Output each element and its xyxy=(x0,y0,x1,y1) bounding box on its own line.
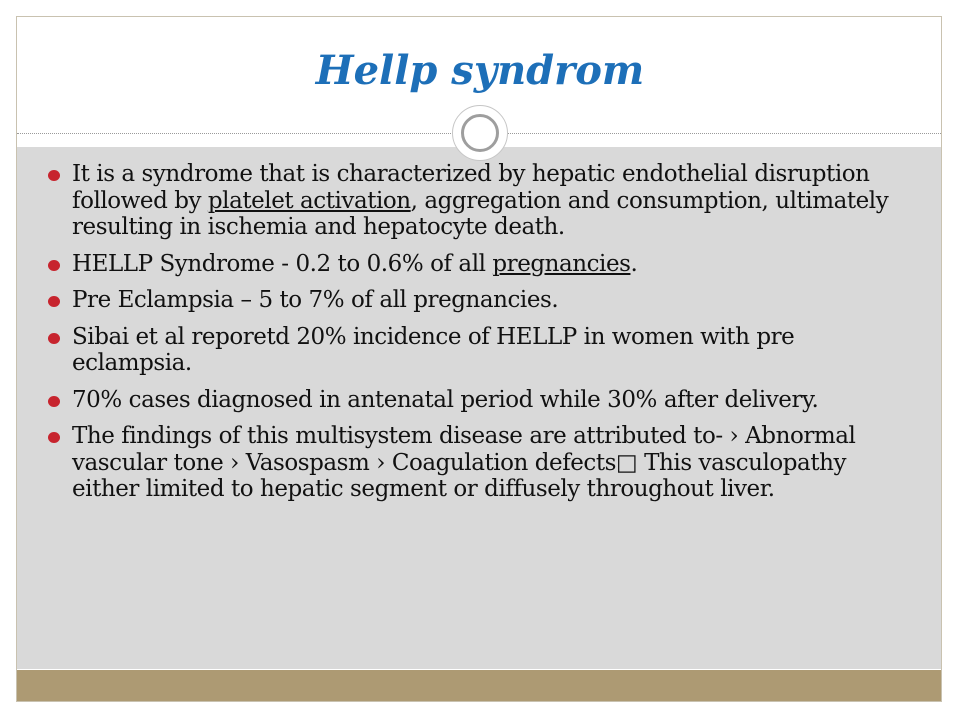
bullet-text: , aggregation and consumption, ultimately resulting in ischemia and hepatocyte death. xyxy=(72,187,889,240)
bullet-item xyxy=(46,324,906,377)
bullet-text: The findings of this multisystem disease are attributed to- › Abnormal vascular tone › Vasospasm › Coagulation defects□ This vasculopathy either limited to hepatic segment or diffusely throughout liver. xyxy=(72,423,856,502)
bullet-text: It is a syndrome that is characterized by hepatic endothelial disruption followed by xyxy=(72,161,870,214)
bullet-dot-icon xyxy=(48,432,60,443)
bullet-underlined-text: platelet activation xyxy=(207,187,411,214)
bullet-dot-icon xyxy=(48,333,60,344)
bullet-list xyxy=(46,161,906,513)
bullet-item xyxy=(46,251,906,278)
bullet-item xyxy=(46,387,906,414)
bullet-text: HELLP Syndrome - 0.2 to 0.6% of all xyxy=(72,250,493,277)
bullet-item xyxy=(46,423,906,503)
bullet-text: Pre Eclampsia – 5 to 7% of all pregnancies. xyxy=(72,287,559,313)
bullet-item xyxy=(46,287,906,314)
slide-title: Hellp syndrom xyxy=(315,47,645,94)
bullet-dot-icon xyxy=(48,260,60,271)
bullet-dot-icon xyxy=(48,170,60,181)
bullet-dot-icon xyxy=(48,396,60,407)
bullet-text: . xyxy=(630,250,638,277)
bullet-text: 70% cases diagnosed in antenatal period while 30% after delivery. xyxy=(72,386,819,413)
bullet-dot-icon xyxy=(48,296,60,307)
bullet-text: Sibai et al reporetd 20% incidence of HELLP in women with pre eclampsia. xyxy=(72,323,795,376)
bullet-item xyxy=(46,161,906,241)
bullet-underlined-text: pregnancies xyxy=(492,250,631,277)
